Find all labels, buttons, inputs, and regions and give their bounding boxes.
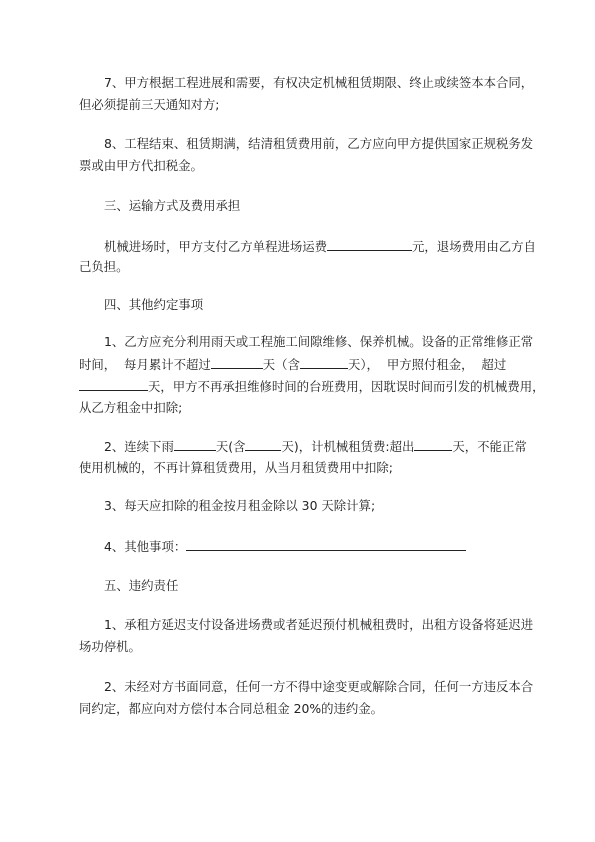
blank-line [186, 538, 466, 551]
text-segment: 2、连续下雨 [104, 439, 174, 454]
section-4-item-4 [0, 538, 595, 555]
text-segment: 天(含 [215, 439, 246, 454]
text-segment: 天）， 甲方照付租金， 超过 [347, 357, 507, 372]
section-3-heading: 三、运输方式及费用承担 [104, 198, 241, 213]
blank-line [79, 378, 148, 391]
text-segment: 天)，计机械租赁费:超出 [281, 439, 415, 454]
text-segment: 元，退场费用由乙方自 [412, 239, 536, 254]
section-4-item-1-line-4: 从乙方租金中扣除; [79, 400, 183, 415]
clause-8-line-1: 8、工程结束、租赁期满，结清租赁费用前，乙方应向甲方提供国家正规税务发 [104, 136, 534, 151]
section-4-heading: 四、其他约定事项 [104, 297, 204, 312]
text-segment: 天（含 [262, 357, 300, 372]
section-5-heading: 五、违约责任 [104, 578, 179, 593]
section-4-item-2-line-2: 使用机械的，不再计算租赁费用，从当月租赁费用中扣除; [79, 460, 393, 475]
clause-7-line-1: 7、甲方根据工程进展和需要，有权决定机械租赁期限、终止或续签本本合同， [104, 75, 534, 90]
section-3-line-2: 己负担。 [79, 259, 129, 274]
section-4-item-1-line-3 [0, 378, 595, 395]
section-5-item-2-line-2: 同约定，都应向对方偿付本合同总租金 20%的违约金。 [79, 701, 384, 716]
section-4-item-2-line-1 [0, 438, 595, 455]
section-3-line-1 [0, 238, 595, 255]
section-4-item-1-line-2 [0, 356, 595, 373]
section-5-item-2-line-1: 2、未经对方书面同意，任何一方不得中途变更或解除合同，任何一方违反本合 [104, 679, 534, 694]
text-segment: 天，不能正常 [452, 439, 527, 454]
section-5-item-1-line-2: 场功停机。 [79, 639, 141, 654]
clause-7-line-2: 但必须提前三天通知对方; [79, 97, 220, 112]
section-5-item-1-line-1: 1、承租方延迟支付设备进场费或者延迟预付机械租费时，出租方设备将延迟进 [104, 617, 534, 632]
blank-line [174, 438, 216, 451]
blank-line [245, 438, 281, 451]
section-4-item-3: 3、每天应扣除的租金按月租金除以 30 天除计算; [104, 498, 376, 513]
blank-line [211, 356, 263, 369]
clause-8-line-2: 票或由甲方代扣税金。 [79, 158, 203, 173]
blank-line [327, 238, 412, 251]
text-segment: 天，甲方不再承担维修时间的台班费用，因耽误时间而引发的机械费用， [148, 379, 545, 394]
text-segment: 4、其他事项： [104, 539, 187, 554]
section-4-item-1-line-1: 1、乙方应充分利用雨天或工程施工间隙维修、保养机械。设备的正常维修正常 [104, 334, 534, 349]
text-segment: 机械进场时，甲方支付乙方单程进场运费 [104, 239, 328, 254]
blank-line [414, 438, 452, 451]
blank-line [300, 356, 348, 369]
text-segment: 时间， 每月累计不超过 [79, 357, 211, 372]
